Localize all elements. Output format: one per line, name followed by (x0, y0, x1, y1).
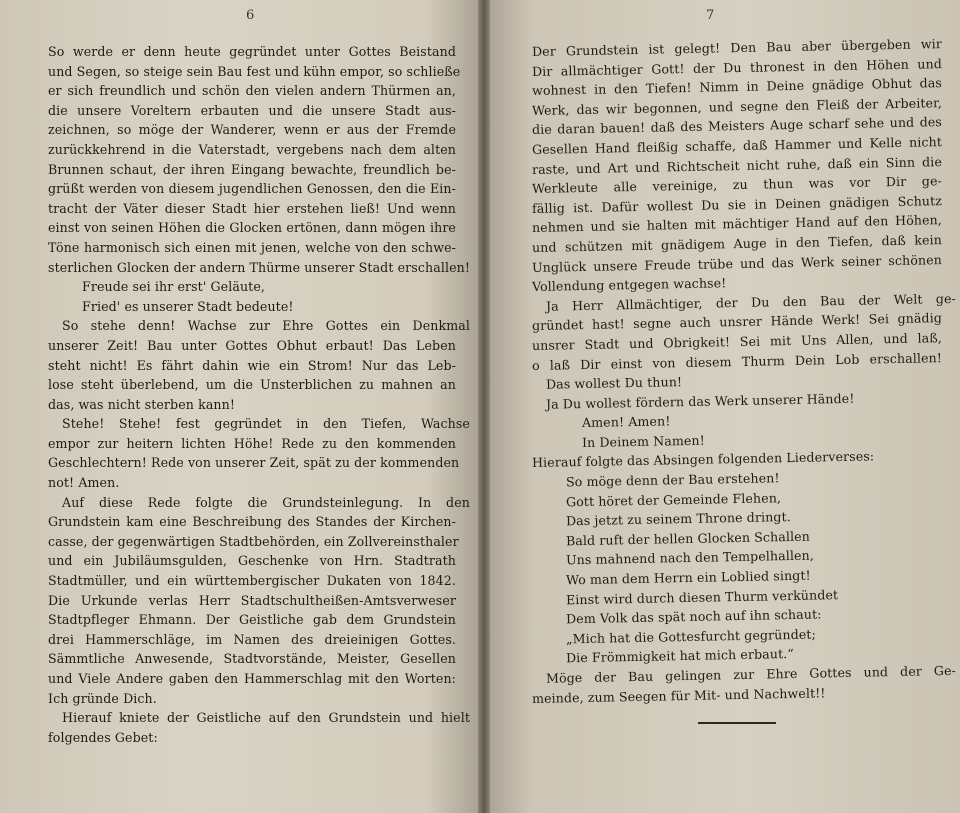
verse-line: Einst wird durch diesen Thurm verkündet (565, 586, 839, 607)
text-line: die daran bauen! daß des Meisters Auge scharf sehe und des (531, 114, 943, 138)
text-line: Stehe! Stehe! fest gegründet in den Tiefen, Wachse (62, 416, 470, 432)
text-line: So werde er denn heute gegründet unter Gottes Beistand (48, 44, 456, 59)
text-line: Töne harmonisch sich einen mit jenen, welche von den schwe- (48, 239, 456, 255)
text-line: und Segen, so steige sein Bau fest und kühn empor, so schließe (48, 63, 461, 79)
right-page (484, 0, 960, 813)
verse-line: Freude sei ihr erst' Geläute, (82, 279, 265, 295)
text-line: Hierauf kniete der Geistliche auf den Grundstein und hielt (62, 710, 470, 726)
text-line: Unglück unsere Freude trübe und das Werk seiner schönen (531, 251, 943, 275)
text-line: casse, der gegenwärtigen Stadtbehörden, ein Zollvereinsthaler (48, 533, 459, 549)
text-line: einst von seinen Höhen die Glocken ertönen, dann mögen ihre (48, 220, 456, 236)
text-line: folgendes Gebet: (48, 729, 158, 745)
text-line: steht nicht! Es fährt dahin wie ein Strom! Nur das Leb- (48, 357, 456, 373)
text-line: Ich gründe Dich. (48, 690, 157, 706)
text-line: Stadtpfleger Ehmann. Der Geistliche gab dem Grundstein (48, 612, 456, 628)
book-gutter (478, 0, 490, 813)
text-line: drei Hammerschläge, im Namen des dreieinigen Gottes. (48, 631, 456, 647)
text-line: Möge der Bau gelingen zur Ehre Gottes und der Ge- (545, 662, 957, 686)
text-line: Stadtmüller, und ein württembergischer Dukaten von 1842. (48, 573, 456, 589)
page-number: 6 (246, 8, 255, 23)
text-line: meinde, zum Seegen für Mit- und Nachwelt!! (531, 684, 826, 706)
text-line: Werkleute alle vereinige, zu thun was vor Dir ge- (531, 173, 943, 197)
text-line: raste, und Art und Richtscheit nicht ruhe, daß ein Sinn die (531, 153, 943, 177)
text-line: Hierauf folgte das Absingen folgenden Liederverses: (531, 448, 875, 471)
text-line: lose steht überlebend, um die Unsterblichen zu mahnen an (48, 377, 456, 393)
verse-line: Uns mahnend nach den Tempelhallen, (565, 548, 815, 568)
verse-line: Dem Volk das spät noch auf ihn schaut: (565, 606, 822, 627)
text-line: In Deinem Namen! (581, 432, 705, 450)
text-line: das, was nicht sterben kann! (48, 396, 236, 412)
text-line: o laß Dir einst von diesem Thurm Dein Lob erschallen! (531, 349, 943, 373)
text-line: Ja Herr Allmächtiger, der Du den Bau der Welt ge- (545, 290, 957, 314)
text-line: die unsere Voreltern erbauten und die unsere Stadt aus- (48, 102, 456, 118)
text-line: Vollendung entgegen wachse! (531, 275, 727, 295)
text-line: Der Grundstein ist gelegt! Den Bau aber übergeben wir (531, 36, 943, 59)
text-line: Grundstein kam eine Beschreibung des Standes der Kirchen- (48, 514, 456, 530)
verse-line: Gott höret der Gemeinde Flehen, (565, 489, 782, 510)
text-line: gründet hast! segne auch unsrer Hände Werk! Sei gnädig (531, 310, 943, 334)
text-line: Sämmtliche Anwesende, Stadtvorstände, Meister, Gesellen (48, 651, 456, 667)
verse-line: Bald ruft der hellen Glocken Schallen (565, 528, 811, 549)
text-line: nehmen und sie halten mit mächtiger Hand auf den Höhen, (531, 212, 943, 236)
text-line: Brunnen schaut, der ihren Eingang bewachte, freundlich be- (48, 161, 456, 177)
text-line: Geschlechtern! Rede von unserer Zeit, spät zu der kommenden (48, 455, 460, 471)
text-line: tracht der Väter dieser Stadt hier erstehen ließ! Und wenn (48, 200, 456, 216)
text-line: So stehe denn! Wachse zur Ehre Gottes ein Denkmal (62, 318, 470, 334)
text-line: Das wollest Du thun! (545, 374, 683, 392)
text-line: Die Urkunde verlas Herr Stadtschultheißen-Amtsverweser (48, 592, 456, 608)
text-line: Werk, das wir begonnen, und segne den Fleiß der Arbeiter, (531, 94, 943, 118)
text-line: fällig ist. Dafür wollest Du sie in Deinen gnädigen Schutz (531, 192, 943, 216)
verse-line: Das jetzt zu seinem Throne dringt. (565, 509, 791, 529)
text-line: unsrer Stadt und Obrigkeit! Sei mit Uns Allen, und laß, (531, 330, 943, 353)
text-line: grüßt werden von diesem jugendlichen Genossen, den die Ein- (48, 181, 456, 197)
text-line: und ein Jubiläumsgulden, Geschenke von Hrn. Stadtrath (48, 553, 456, 569)
text-line: zeichnen, so möge der Wanderer, wenn er aus der Fremde (48, 122, 456, 138)
text-line: Amen! Amen! (581, 413, 671, 431)
text-line: und Viele Andere gaben den Hammerschlag mit den Worten: (48, 671, 456, 686)
text-line: sterlichen Glocken der andern Thürme unserer Stadt erschallen! (48, 259, 470, 275)
text-line: er sich freundlich und schön den vielen andern Thürmen an, (48, 83, 456, 99)
text-line: Gesellen Hand fleißig schaffe, daß Hammer und Kelle nicht (531, 134, 943, 157)
text-line: not! Amen. (48, 475, 120, 491)
text-line: empor zur heitern lichten Höhe! Rede zu den kommenden (48, 435, 456, 451)
text-line: Dir allmächtiger Gott! der Du thronest in den Höhen und (531, 55, 943, 79)
verse-line: „Mich hat die Gottesfurcht gegründet; (565, 626, 816, 647)
text-line: unserer Zeit! Bau unter Gottes Obhut erbaut! Das Leben (48, 337, 456, 353)
text-line: und schützen mit gnädigem Auge in den Tiefen, daß kein (531, 232, 943, 255)
verse-line: Die Frömmigkeit hat mich erbaut.“ (565, 646, 794, 666)
text-line: zurückkehrend in die Vaterstadt, vergebens nach dem alten (48, 141, 456, 157)
verse-line: Fried' es unserer Stadt bedeute! (82, 298, 294, 314)
text-line: Ja Du wollest fördern das Werk unserer Hände! (545, 390, 855, 412)
text-line: wohnest in den Tiefen! Nimm in Deine gnädige Obhut das (531, 75, 943, 99)
verse-line: So möge denn der Bau erstehen! (565, 470, 780, 490)
text-line: Auf diese Rede folgte die Grundsteinlegung. In den (62, 494, 470, 510)
closing-rule (698, 722, 776, 724)
page-number: 7 (706, 8, 715, 23)
verse-line: Wo man dem Herrn ein Loblied singt! (565, 567, 811, 588)
